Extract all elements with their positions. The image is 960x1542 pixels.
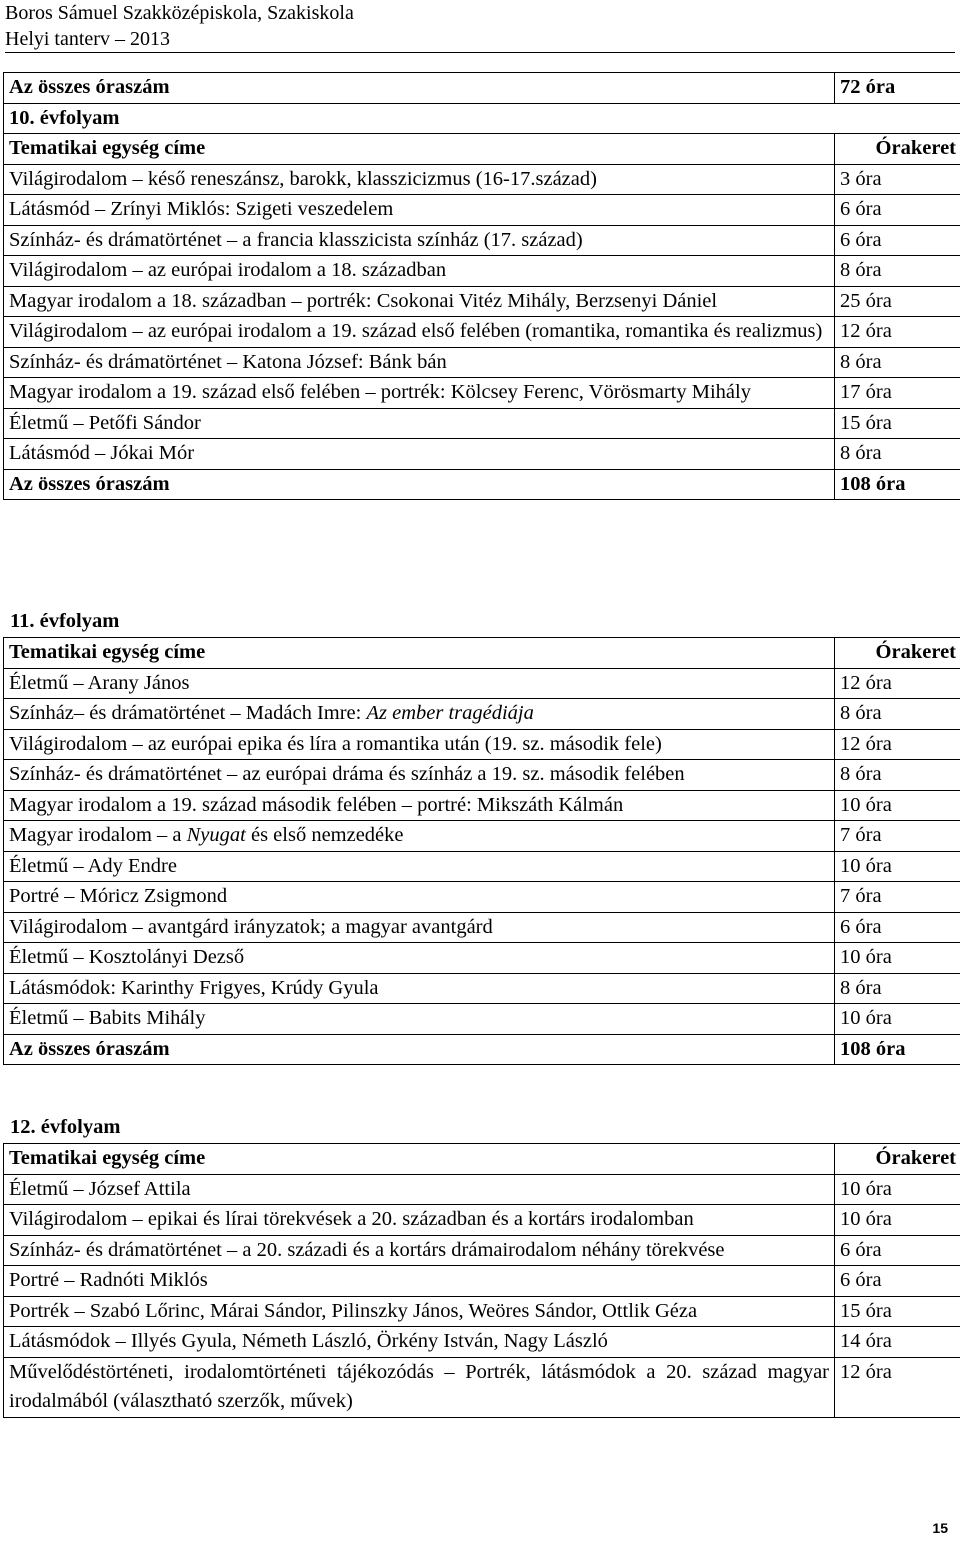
unit-title-prefix: Magyar irodalom – a — [9, 824, 187, 846]
grade11-total-label: Az összes óraszám — [4, 1034, 835, 1065]
table-header-row — [4, 638, 960, 669]
unit-title: Látásmódok – Illyés Gyula, Németh László, Örkény István, Nagy László — [4, 1327, 835, 1358]
unit-hours: 10 óra — [835, 943, 960, 974]
grade10-total-label: Az összes óraszám — [4, 469, 835, 500]
grade11-section — [3, 637, 958, 1065]
unit-hours: 6 óra — [835, 912, 960, 943]
top-total-label: Az összes óraszám — [4, 73, 835, 104]
table-row — [4, 760, 960, 791]
page-number: 15 — [932, 1520, 948, 1536]
unit-title: Színház- és drámatörténet – a francia klasszicista színház (17. század) — [4, 225, 835, 256]
table-header-row — [4, 134, 960, 165]
unit-title: Látásmód – Zrínyi Miklós: Szigeti veszedelem — [4, 195, 835, 226]
unit-title: Portré – Móricz Zsigmond — [4, 882, 835, 913]
table-row — [4, 195, 960, 226]
unit-hours: 8 óra — [835, 347, 960, 378]
grade11-total-value: 108 óra — [835, 1034, 960, 1065]
grade10-total-value: 108 óra — [835, 469, 960, 500]
table-row — [4, 164, 960, 195]
table-row — [4, 1004, 960, 1035]
unit-title: Életmű – Kosztolányi Dezső — [4, 943, 835, 974]
table-row — [4, 378, 960, 409]
unit-title: Életmű – Babits Mihály — [4, 1004, 835, 1035]
unit-title: Életmű – Arany János — [4, 668, 835, 699]
table-row — [4, 912, 960, 943]
table-row — [4, 1327, 960, 1358]
unit-hours: 8 óra — [835, 256, 960, 287]
unit-hours: 6 óra — [835, 1266, 960, 1297]
page-header — [5, 0, 955, 53]
unit-title: Látásmódok: Karinthy Frigyes, Krúdy Gyula — [4, 973, 835, 1004]
table-row — [4, 1235, 960, 1266]
unit-title: Világirodalom – az európai irodalom a 19. század első felében (romantika, romantika és realizmus) — [4, 317, 835, 348]
unit-title: Színház- és drámatörténet – a 20. századi és a kortárs drámairodalom néhány törekvése — [4, 1235, 835, 1266]
unit-hours: 7 óra — [835, 821, 960, 852]
table-row — [4, 973, 960, 1004]
unit-title: Világirodalom – az európai epika és líra a romantika után (19. sz. második fele) — [4, 729, 835, 760]
unit-title: Portré – Radnóti Miklós — [4, 1266, 835, 1297]
unit-title: Portrék – Szabó Lőrinc, Márai Sándor, Pilinszky János, Weöres Sándor, Ottlik Géza — [4, 1296, 835, 1327]
grade12-table — [3, 1143, 960, 1418]
document-subtitle: Helyi tanterv – 2013 — [5, 28, 170, 50]
table-row — [4, 1174, 960, 1205]
unit-title: Látásmód – Jókai Mór — [4, 439, 835, 470]
table-row — [4, 408, 960, 439]
table-row — [4, 821, 960, 852]
table-row — [4, 699, 960, 730]
table-row — [4, 790, 960, 821]
grade12-section — [3, 1143, 958, 1418]
unit-hours: 8 óra — [835, 439, 960, 470]
table-row — [4, 225, 960, 256]
table-row — [4, 347, 960, 378]
unit-hours: 10 óra — [835, 851, 960, 882]
column-header-title: Tematikai egység címe — [4, 638, 835, 669]
work-title: Az ember tragédiája — [366, 702, 534, 724]
column-header-title: Tematikai egység címe — [4, 134, 835, 165]
unit-hours: 10 óra — [835, 1174, 960, 1205]
journal-title: Nyugat — [186, 824, 246, 846]
table-header-row — [4, 1144, 960, 1175]
unit-title — [4, 821, 835, 852]
column-header-hours: Órakeret — [835, 134, 960, 165]
unit-hours: 12 óra — [835, 317, 960, 348]
column-header-title: Tematikai egység címe — [4, 1144, 835, 1175]
grade10-table — [3, 72, 960, 500]
total-row — [4, 469, 960, 500]
unit-hours: 17 óra — [835, 378, 960, 409]
unit-title: Világirodalom – epikai és lírai törekvések a 20. században és a kortárs irodalomban — [4, 1205, 835, 1236]
table-row — [4, 286, 960, 317]
unit-hours: 15 óra — [835, 408, 960, 439]
unit-hours: 6 óra — [835, 195, 960, 226]
top-total-value: 72 óra — [835, 73, 960, 104]
unit-hours: 6 óra — [835, 225, 960, 256]
unit-hours: 10 óra — [835, 1205, 960, 1236]
unit-title: Világirodalom – avantgárd irányzatok; a magyar avantgárd — [4, 912, 835, 943]
table-row — [4, 851, 960, 882]
table-row — [4, 439, 960, 470]
table-row — [4, 256, 960, 287]
table-row — [4, 729, 960, 760]
unit-title: Világirodalom – az európai irodalom a 18. században — [4, 256, 835, 287]
table-row — [4, 668, 960, 699]
unit-title: Életmű – Petőfi Sándor — [4, 408, 835, 439]
unit-title — [4, 699, 835, 730]
table-row — [4, 1266, 960, 1297]
unit-title: Művelődéstörténeti, irodalomtörténeti tájékozódás – Portrék, látásmódok a 20. század magyar irodalmából (választható szerzők, művek) — [4, 1357, 835, 1417]
table-row — [4, 1296, 960, 1327]
table-row — [4, 317, 960, 348]
total-row — [4, 1034, 960, 1065]
column-header-hours: Órakeret — [835, 1144, 960, 1175]
grade11-table — [3, 637, 960, 1065]
unit-title: Magyar irodalom a 19. század első felében – portrék: Kölcsey Ferenc, Vörösmarty Mihály — [4, 378, 835, 409]
table-row — [4, 103, 960, 134]
unit-hours: 8 óra — [835, 973, 960, 1004]
table-row — [4, 1357, 960, 1417]
unit-hours: 7 óra — [835, 882, 960, 913]
unit-hours: 12 óra — [835, 668, 960, 699]
table-row — [4, 882, 960, 913]
unit-hours: 8 óra — [835, 760, 960, 791]
unit-title: Magyar irodalom a 18. században – portrék: Csokonai Vitéz Mihály, Berzsenyi Dániel — [4, 286, 835, 317]
grade12-title: 12. évfolyam — [10, 1116, 121, 1138]
unit-hours: 3 óra — [835, 164, 960, 195]
column-header-hours: Órakeret — [835, 638, 960, 669]
table-row — [4, 943, 960, 974]
grade10-section — [3, 72, 958, 500]
unit-hours: 14 óra — [835, 1327, 960, 1358]
unit-title: Világirodalom – késő reneszánsz, barokk, klasszicizmus (16-17.század) — [4, 164, 835, 195]
unit-hours: 12 óra — [835, 729, 960, 760]
unit-hours: 10 óra — [835, 1004, 960, 1035]
school-name: Boros Sámuel Szakközépiskola, Szakiskola — [5, 2, 354, 24]
unit-title: Életmű – Ady Endre — [4, 851, 835, 882]
unit-hours: 12 óra — [835, 1357, 960, 1417]
unit-hours: 15 óra — [835, 1296, 960, 1327]
table-row — [4, 73, 960, 104]
unit-hours: 6 óra — [835, 1235, 960, 1266]
grade11-title: 11. évfolyam — [10, 610, 120, 632]
grade10-title: 10. évfolyam — [4, 103, 960, 134]
unit-hours: 10 óra — [835, 790, 960, 821]
unit-title: Életmű – József Attila — [4, 1174, 835, 1205]
unit-title: Magyar irodalom a 19. század második felében – portré: Mikszáth Kálmán — [4, 790, 835, 821]
unit-title-suffix: és első nemzedéke — [245, 824, 404, 846]
unit-hours: 25 óra — [835, 286, 960, 317]
table-row — [4, 1205, 960, 1236]
unit-hours: 8 óra — [835, 699, 960, 730]
unit-title-prefix: Színház– és drámatörténet – Madách Imre: — [9, 702, 367, 724]
unit-title: Színház- és drámatörténet – Katona József: Bánk bán — [4, 347, 835, 378]
unit-title: Színház- és drámatörténet – az európai dráma és színház a 19. sz. második felében — [4, 760, 835, 791]
